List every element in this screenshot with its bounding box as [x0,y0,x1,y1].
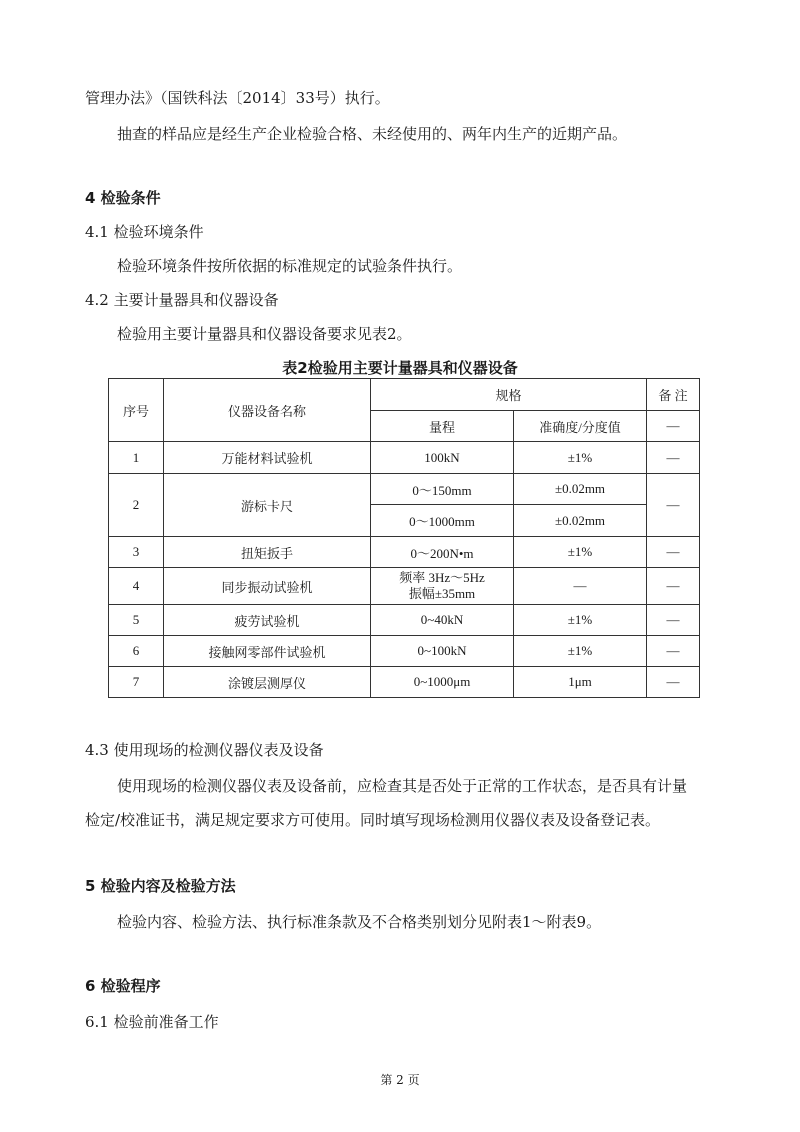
cell-accuracy: ±1% [514,605,647,636]
cell-no: 1 [109,442,164,474]
paragraph-4-1: 检验环境条件按所依据的标准规定的试验条件执行。 [117,257,463,275]
cell-accuracy: ±0.02mm [514,505,647,537]
header-remark-sub: — [647,411,700,442]
cell-accuracy: — [514,568,647,605]
cell-no: 3 [109,537,164,568]
cell-range: 100kN [371,442,514,474]
header-spec: 规格 [371,379,647,411]
cell-remark: — [647,537,700,568]
cell-range: 0～1000mm [371,505,514,537]
cell-remark: — [647,442,700,474]
cell-range: 0~100kN [371,636,514,667]
cell-remark: — [647,605,700,636]
cell-name: 游标卡尺 [164,474,371,537]
cell-accuracy: ±1% [514,636,647,667]
table-row [109,605,700,636]
paragraph-4-3-line-2: 检定/校准证书，满足规定要求方可使用。同时填写现场检测用仪器仪表及设备登记表。 [85,811,661,829]
heading-section-6: 6 检验程序 [85,977,161,995]
cell-range: 0~40kN [371,605,514,636]
cell-range: 0~1000μm [371,667,514,698]
header-name: 仪器设备名称 [164,379,371,442]
header-accuracy: 准确度/分度值 [514,411,647,442]
cell-remark: — [647,636,700,667]
heading-section-4-3: 4.3 使用现场的检测仪器仪表及设备 [85,741,324,759]
cell-no: 4 [109,568,164,605]
cell-no: 7 [109,667,164,698]
cell-accuracy: ±1% [514,442,647,474]
table-row [109,667,700,698]
heading-section-5: 5 检验内容及检验方法 [85,877,236,895]
heading-section-4: 4 检验条件 [85,189,161,207]
paragraph-sample-requirement: 抽查的样品应是经生产企业检验合格、未经使用的、两年内生产的近期产品。 [117,125,628,143]
heading-section-4-1: 4.1 检验环境条件 [85,223,204,241]
cell-name: 扭矩扳手 [164,537,371,568]
cell-remark: — [647,474,700,537]
cell-remark: — [647,568,700,605]
cell-name: 疲劳试验机 [164,605,371,636]
range-frequency: 频率 3Hz～5Hz [399,570,485,585]
table-row [109,474,700,505]
header-remark: 备 注 [647,379,700,411]
table-row [109,568,700,605]
cell-accuracy: 1μm [514,667,647,698]
cell-accuracy: ±1% [514,537,647,568]
cell-no: 5 [109,605,164,636]
header-no: 序号 [109,379,164,442]
cell-name: 接触网零部件试验机 [164,636,371,667]
cell-accuracy: ±0.02mm [514,474,647,505]
paragraph-4-3-line-1: 使用现场的检测仪器仪表及设备前，应检查其是否处于正常的工作状态，是否具有计量 [117,777,688,795]
paragraph-continuation: 管理办法》（国铁科法〔2014〕33号）执行。 [85,89,390,107]
equipment-table [108,378,700,698]
paragraph-4-2: 检验用主要计量器具和仪器设备要求见表2。 [117,325,412,343]
heading-section-6-1: 6.1 检验前准备工作 [85,1013,219,1031]
page-number: 第 2 页 [380,1073,420,1087]
cell-range: 0～200N•m [371,537,514,568]
table-row [109,442,700,474]
cell-no: 2 [109,474,164,537]
cell-name: 涂镀层测厚仪 [164,667,371,698]
cell-no: 6 [109,636,164,667]
range-amplitude: 振幅±35mm [408,586,476,601]
table-row [109,636,700,667]
cell-remark: — [647,667,700,698]
header-range: 量程 [371,411,514,442]
paragraph-5: 检验内容、检验方法、执行标准条款及不合格类别划分见附表1～附表9。 [117,913,602,931]
cell-name: 万能材料试验机 [164,442,371,474]
heading-section-4-2: 4.2 主要计量器具和仪器设备 [85,291,279,309]
cell-range [371,568,514,605]
cell-name: 同步振动试验机 [164,568,371,605]
table-caption: 表2检验用主要计量器具和仪器设备 [282,359,518,377]
table-row [109,537,700,568]
cell-range: 0～150mm [371,474,514,505]
